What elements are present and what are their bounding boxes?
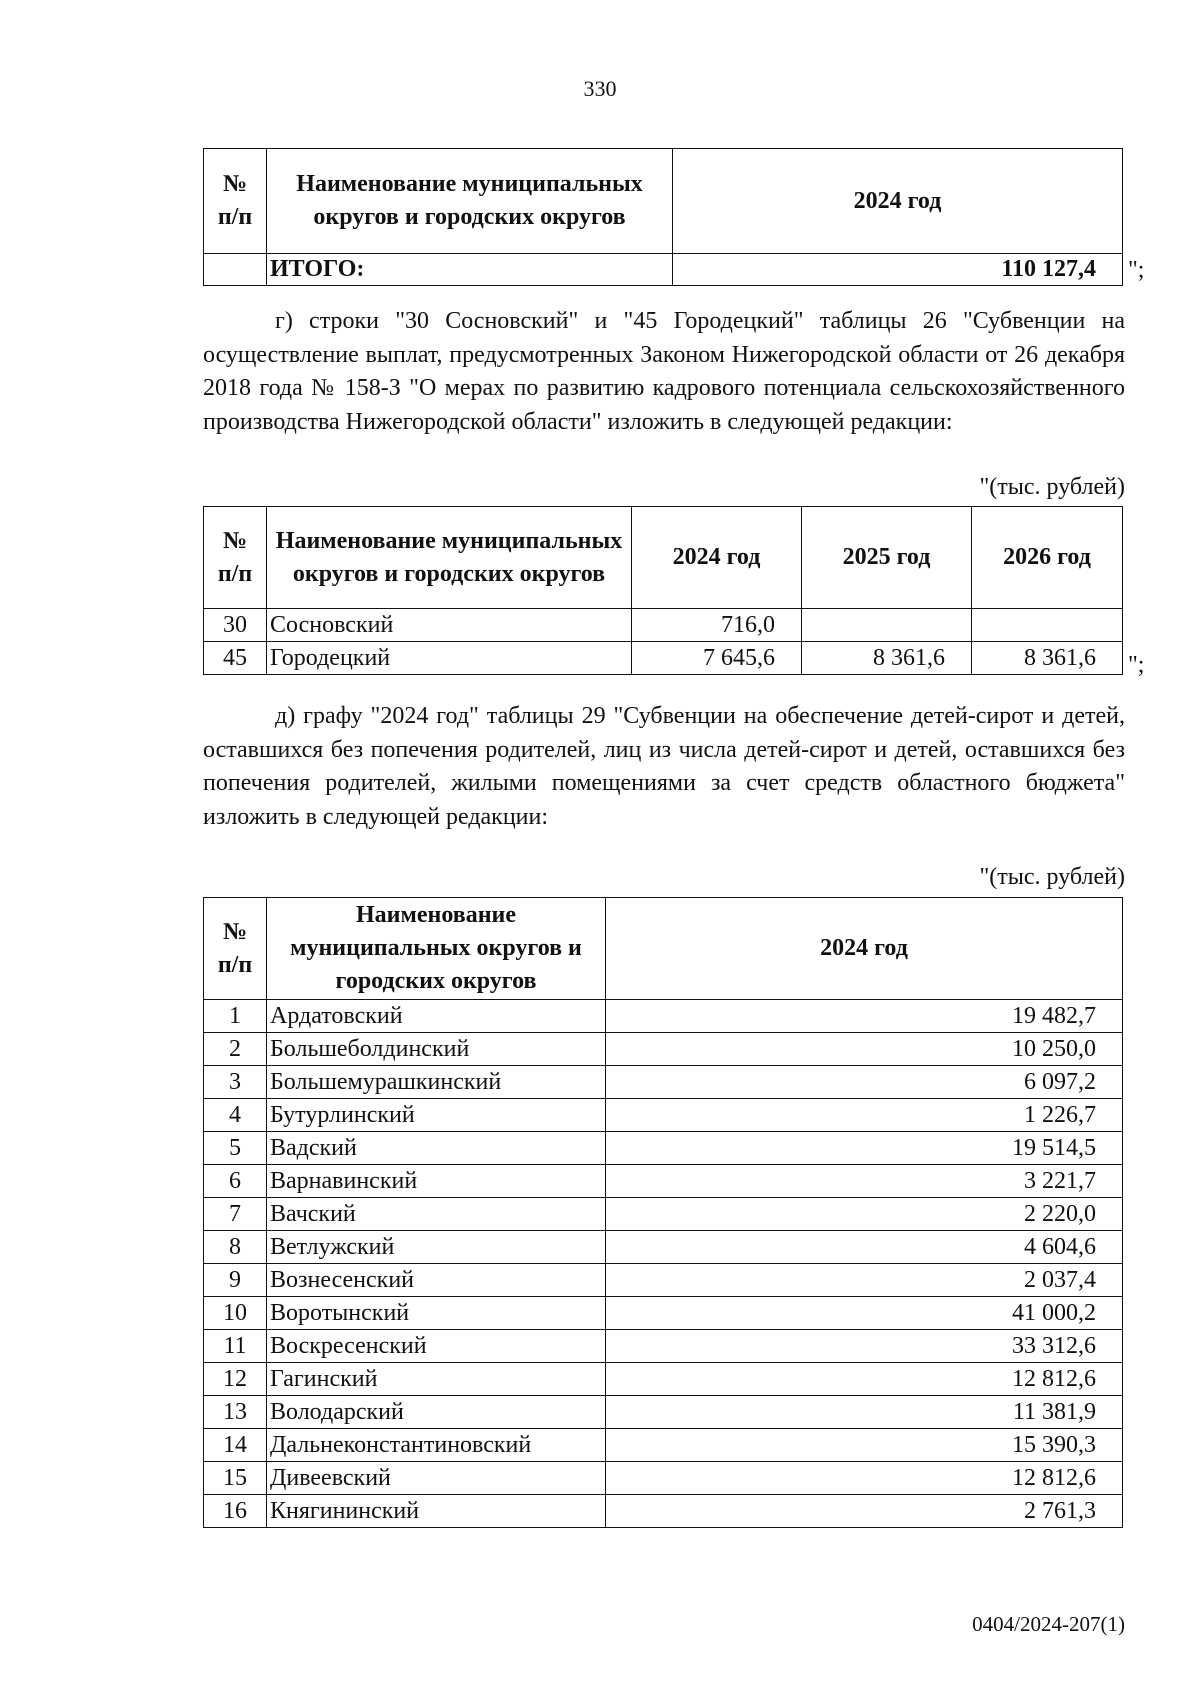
table-row bbox=[204, 1231, 1123, 1264]
col-header-num: № п/п bbox=[204, 149, 267, 254]
row-value: 33 312,6 bbox=[606, 1330, 1123, 1363]
row-num: 9 bbox=[204, 1264, 267, 1297]
table-row bbox=[204, 1198, 1123, 1231]
table-29-column bbox=[203, 897, 1123, 1528]
row-name: Большемурашкинский bbox=[267, 1066, 606, 1099]
row-value: 6 097,2 bbox=[606, 1066, 1123, 1099]
row-num: 7 bbox=[204, 1198, 267, 1231]
table-row bbox=[204, 609, 1123, 642]
row-value: 15 390,3 bbox=[606, 1429, 1123, 1462]
row-name: Варнавинский bbox=[267, 1165, 606, 1198]
table-row bbox=[204, 1066, 1123, 1099]
table-row bbox=[204, 1165, 1123, 1198]
row-num: 1 bbox=[204, 1000, 267, 1033]
row-num: 30 bbox=[204, 609, 267, 642]
row-name: Вадский bbox=[267, 1132, 606, 1165]
table-row bbox=[204, 1132, 1123, 1165]
table-row bbox=[204, 1297, 1123, 1330]
table-totals bbox=[203, 148, 1123, 286]
table-row bbox=[204, 1000, 1123, 1033]
row-2025: 8 361,6 bbox=[802, 642, 972, 675]
paragraph-g-text: г) строки "30 Сосновский" и "45 Городецкий" таблицы 26 "Субвенции на осуществление выплат, предусмотренных Законом Нижегородской области от 26 декабря 2018 года № 158-З "О мерах по развитию кадрового потенциала сельскохозяйственного производства Нижегородской области" изложить в следующей редакции: bbox=[203, 308, 1125, 435]
total-value: 110 127,4 bbox=[673, 254, 1123, 286]
row-name: Гагинский bbox=[267, 1363, 606, 1396]
page-number: 330 bbox=[583, 76, 617, 101]
table-row bbox=[204, 1264, 1123, 1297]
row-num: 12 bbox=[204, 1363, 267, 1396]
table-26-rows bbox=[203, 506, 1123, 675]
row-num: 6 bbox=[204, 1165, 267, 1198]
total-label: ИТОГО: bbox=[267, 254, 673, 286]
row-2026: 8 361,6 bbox=[972, 642, 1123, 675]
row-value: 2 037,4 bbox=[606, 1264, 1123, 1297]
row-num: 10 bbox=[204, 1297, 267, 1330]
row-name: Городецкий bbox=[267, 642, 632, 675]
table1-closing-quote: "; bbox=[1128, 257, 1145, 283]
row-value: 10 250,0 bbox=[606, 1033, 1123, 1066]
paragraph-d bbox=[203, 700, 1125, 834]
t2-col-header-2026: 2026 год bbox=[972, 507, 1123, 609]
row-value: 19 514,5 bbox=[606, 1132, 1123, 1165]
row-value: 12 812,6 bbox=[606, 1363, 1123, 1396]
units-label-2: "(тыс. рублей) bbox=[979, 474, 1125, 500]
t2-col-header-name: Наименование муниципальных округов и городских округов bbox=[267, 507, 632, 609]
table-row bbox=[204, 1396, 1123, 1429]
row-value: 4 604,6 bbox=[606, 1231, 1123, 1264]
row-num: 2 bbox=[204, 1033, 267, 1066]
t2-col-header-2025: 2025 год bbox=[802, 507, 972, 609]
row-name: Воскресенский bbox=[267, 1330, 606, 1363]
document-code: 0404/2024-207(1) bbox=[972, 1612, 1125, 1636]
table-row bbox=[204, 1330, 1123, 1363]
row-name: Володарский bbox=[267, 1396, 606, 1429]
table-row bbox=[204, 1429, 1123, 1462]
row-name: Дивеевский bbox=[267, 1462, 606, 1495]
row-value: 2 761,3 bbox=[606, 1495, 1123, 1528]
row-value: 11 381,9 bbox=[606, 1396, 1123, 1429]
row-value: 2 220,0 bbox=[606, 1198, 1123, 1231]
table-row bbox=[204, 1033, 1123, 1066]
row-name: Княгининский bbox=[267, 1495, 606, 1528]
paragraph-d-text: д) графу "2024 год" таблицы 29 "Субвенции на обеспечение детей-сирот и детей, оставшихся без попечения родителей, лиц из числа детей-сирот и детей, оставшихся без попечения родителей, жилыми помещениями за счет средств областного бюджета" изложить в следующей редакции: bbox=[203, 703, 1125, 830]
row-value: 19 482,7 bbox=[606, 1000, 1123, 1033]
row-num: 16 bbox=[204, 1495, 267, 1528]
row-num: 5 bbox=[204, 1132, 267, 1165]
row-value: 3 221,7 bbox=[606, 1165, 1123, 1198]
row-num: 4 bbox=[204, 1099, 267, 1132]
row-2024: 7 645,6 bbox=[632, 642, 802, 675]
t3-col-header-num: № п/п bbox=[204, 898, 267, 1000]
row-num: 3 bbox=[204, 1066, 267, 1099]
row-2025 bbox=[802, 609, 972, 642]
units-label-3: "(тыс. рублей) bbox=[979, 864, 1125, 890]
row-num: 11 bbox=[204, 1330, 267, 1363]
row-name: Большеболдинский bbox=[267, 1033, 606, 1066]
t2-col-header-2024: 2024 год bbox=[632, 507, 802, 609]
row-2024: 716,0 bbox=[632, 609, 802, 642]
row-name: Сосновский bbox=[267, 609, 632, 642]
table-row bbox=[204, 1462, 1123, 1495]
row-name: Воротынский bbox=[267, 1297, 606, 1330]
row-num: 15 bbox=[204, 1462, 267, 1495]
row-num: 13 bbox=[204, 1396, 267, 1429]
row-name: Вознесенский bbox=[267, 1264, 606, 1297]
row-value: 1 226,7 bbox=[606, 1099, 1123, 1132]
row-name: Ардатовский bbox=[267, 1000, 606, 1033]
total-num-cell bbox=[204, 254, 267, 286]
t2-col-header-num: № п/п bbox=[204, 507, 267, 609]
row-name: Дальнеконстантиновский bbox=[267, 1429, 606, 1462]
table2-closing-quote: "; bbox=[1128, 652, 1145, 678]
col-header-name: Наименование муниципальных округов и городских округов bbox=[267, 149, 673, 254]
row-2026 bbox=[972, 609, 1123, 642]
table-row bbox=[204, 642, 1123, 675]
table-row bbox=[204, 1495, 1123, 1528]
row-name: Бутурлинский bbox=[267, 1099, 606, 1132]
row-value: 41 000,2 bbox=[606, 1297, 1123, 1330]
t3-col-header-name: Наименование муниципальных округов и городских округов bbox=[267, 898, 606, 1000]
row-num: 45 bbox=[204, 642, 267, 675]
paragraph-g bbox=[203, 305, 1125, 439]
row-num: 14 bbox=[204, 1429, 267, 1462]
row-name: Вачский bbox=[267, 1198, 606, 1231]
t3-col-header-2024: 2024 год bbox=[606, 898, 1123, 1000]
row-value: 12 812,6 bbox=[606, 1462, 1123, 1495]
table-row bbox=[204, 1363, 1123, 1396]
row-num: 8 bbox=[204, 1231, 267, 1264]
table-row bbox=[204, 1099, 1123, 1132]
row-name: Ветлужский bbox=[267, 1231, 606, 1264]
col-header-2024: 2024 год bbox=[673, 149, 1123, 254]
